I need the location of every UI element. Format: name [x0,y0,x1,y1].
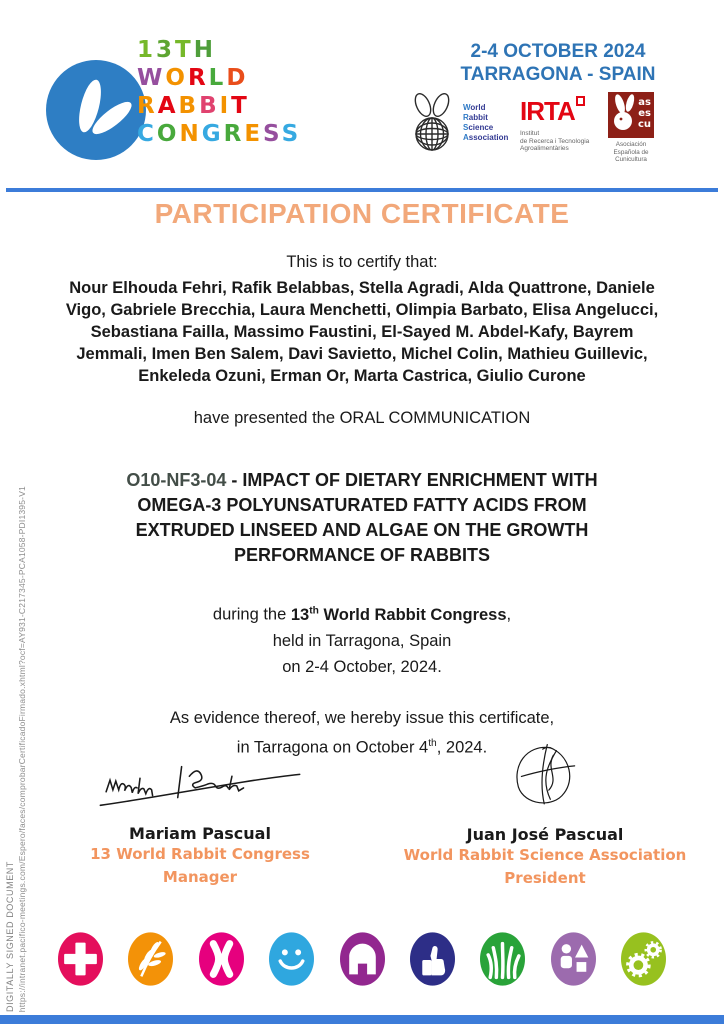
asescu-logo [600,92,662,164]
wrsa-logo [404,92,508,154]
irta-wordmark: IRTA [520,96,575,126]
header-separator-line [6,188,718,192]
asescu-subtitle: Asociación Española de Cunicultura [613,141,649,163]
date-line: on 2-4 October, 2024. [282,657,442,676]
asescu-letters: as es cu [637,97,651,130]
manager-role: 13 World Rabbit Congress Manager [90,845,310,886]
thumbs-up-icon [410,932,455,986]
paper-code: O10-NF3-04 [126,470,227,490]
logo-line: RABBIT [137,93,250,119]
presented-line: have presented the ORAL COMMUNICATION [193,409,531,427]
signature-block-president [395,740,695,890]
wrsa-globe-rabbit-icon [404,92,460,154]
digitally-signed-label: DIGITALLY SIGNED DOCUMENT [5,860,15,1012]
paper-title-block [92,468,632,568]
event-date-location [420,40,696,86]
logo-line: CONGRESS [137,121,302,147]
grass-icon [480,932,525,986]
verification-url: https://intranet.pacifico-meetings.com/Espero/faces/comprobarCertificadoFirmado.xhtml?ocf=AY931-C217345-PCA1058-PDI1395-V1 [17,485,27,1012]
association-logos [404,92,704,163]
certify-line: This is to certify that: [286,253,438,271]
paper-title: IMPACT OF DIETARY ENRICHMENT WITH OMEGA-3 POLYUNSATURATED FATTY ACIDS FROM EXTRUDED LINSEED AND ALGAE ON THE GROWTH PERFORMANCE OF RABBITS [135,470,598,565]
irta-mark-icon [576,96,585,106]
during-line: during the 13th World Rabbit Congress, [212,605,512,624]
evidence-line2: in Tarragona on October 4th, 2024. [236,738,488,757]
person-shapes-icon [551,932,596,986]
house-icon [340,932,385,986]
president-role: World Rabbit Science Association President [403,846,687,887]
held-line: held in Tarragona, Spain [272,631,452,650]
event-dates: 2-4 OCTOBER 2024 [470,41,646,62]
theme-icons-row [58,932,666,986]
chromosome-icon [199,932,244,986]
event-details-block [0,598,724,680]
footer-bar [0,1015,724,1024]
congress-logo-wordmark [137,36,301,148]
irta-subtitle: Institut de Recerca i Tecnologia Agroalimentàries [520,130,590,152]
signature-block-manager [55,755,345,889]
wheat-icon [128,932,173,986]
president-signature-icon [490,740,600,816]
certificate-title: PARTICIPATION CERTIFICATE [154,198,570,229]
paper-separator: - [226,470,243,490]
evidence-line1: As evidence thereof, we hereby issue this certificate, [169,709,555,727]
asescu-emblem-icon [608,92,654,138]
president-name: Juan José Pascual [466,825,624,844]
event-location: TARRAGONA - SPAIN [460,64,656,85]
irta-logo [520,96,600,153]
logo-line: 13TH [137,37,216,63]
manager-name: Mariam Pascual [129,824,271,843]
wrsa-name: World Rabbit Science Association [463,103,509,142]
congress-rabbit-logo-icon [46,60,146,160]
manager-signature-icon [85,755,315,815]
logo-line: WORLD [137,65,249,91]
medical-cross-icon [58,932,103,986]
authors-list: Nour Elhouda Fehri, Rafik Belabbas, Stella Agradi, Alda Quattrone, Daniele Vigo, Gabriele Brecchia, Laura Menchetti, Olimpia Barbato, Elisa Angelucci, Sebastiana Failla, Massimo Faustini, El-Sayed M. Abdel-Kafy, Bayrem Jemmali, Imen Ben Salem, Davi Savietto, Michel Colin, Mathieu Guillevic, Enkeleda Ozuni, Erman Or, Marta Castrica, Giulio Curone [65,279,659,385]
gears-icon [621,932,666,986]
smiley-icon [269,932,314,986]
